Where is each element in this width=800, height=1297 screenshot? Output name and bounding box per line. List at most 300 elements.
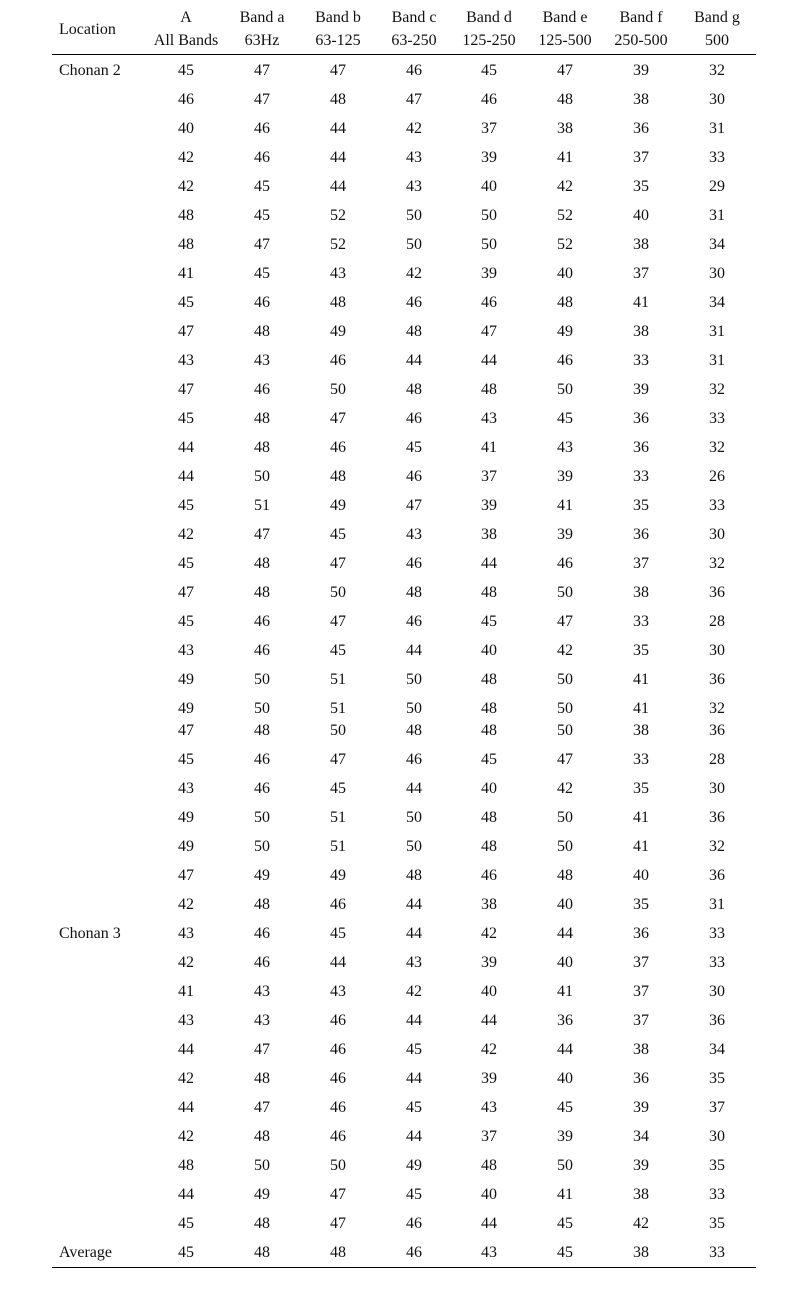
table-cell: 48 (254, 439, 270, 456)
table-cell: 39 (633, 62, 649, 79)
table-cell: 29 (709, 178, 725, 195)
table-row (52, 1064, 756, 1093)
table-row (52, 259, 756, 288)
table-cell: 43 (178, 1012, 194, 1029)
table-cell: 46 (481, 294, 497, 311)
table-cell: 46 (406, 555, 422, 572)
table-cell: 45 (481, 751, 497, 768)
table-cell: 50 (254, 671, 270, 688)
table-cell: 46 (254, 642, 270, 659)
table-cell: 40 (481, 1186, 497, 1203)
table-cell: 48 (481, 1157, 497, 1174)
table-cell: 48 (481, 671, 497, 688)
table-cell: 48 (481, 584, 497, 601)
table-cell: 47 (254, 91, 270, 108)
bottom-rule (52, 1267, 756, 1268)
table-cell: 38 (633, 323, 649, 340)
table-row (52, 919, 756, 948)
table-cell: 47 (254, 1041, 270, 1058)
table-cell: 44 (406, 896, 422, 913)
table-cell: 48 (254, 323, 270, 340)
table-cell: 46 (406, 1215, 422, 1232)
table-cell: 46 (254, 780, 270, 797)
table-row (52, 803, 756, 832)
table-cell: 30 (709, 780, 725, 797)
table-cell: 50 (557, 722, 573, 739)
row-location: Average (59, 1244, 112, 1261)
table-cell: 50 (330, 1157, 346, 1174)
header-line: Band a (239, 9, 285, 26)
table-cell: 45 (254, 207, 270, 224)
table-cell: 36 (633, 925, 649, 942)
table-cell: 44 (481, 352, 497, 369)
table-row (52, 114, 756, 143)
table-cell: 47 (178, 584, 194, 601)
table-cell: 46 (406, 751, 422, 768)
table-cell: 38 (633, 1244, 649, 1261)
table-cell: 45 (330, 642, 346, 659)
table-cell: 45 (178, 497, 194, 514)
table-cell: 37 (481, 468, 497, 485)
table-row (52, 890, 756, 919)
table-cell: 39 (481, 265, 497, 282)
table-cell: 48 (178, 207, 194, 224)
table-cell: 50 (481, 207, 497, 224)
table-cell: 33 (709, 410, 725, 427)
table-cell: 35 (709, 1215, 725, 1232)
table-cell: 47 (330, 410, 346, 427)
table-cell: 44 (406, 780, 422, 797)
table-cell: 30 (709, 642, 725, 659)
table-cell: 47 (330, 1186, 346, 1203)
table-cell: 51 (330, 671, 346, 688)
table-cell: 43 (330, 983, 346, 1000)
table-row (52, 948, 756, 977)
table-cell: 47 (557, 613, 573, 630)
table-cell: 44 (330, 149, 346, 166)
table-cell: 41 (633, 700, 649, 717)
table-cell: 28 (709, 751, 725, 768)
table-cell: 47 (406, 497, 422, 514)
table-cell: 36 (633, 1070, 649, 1087)
table-cell: 42 (481, 1041, 497, 1058)
table-cell: 51 (330, 700, 346, 717)
table-cell: 42 (557, 780, 573, 797)
table-cell: 44 (557, 1041, 573, 1058)
table-row (52, 1006, 756, 1035)
table-cell: 48 (406, 381, 422, 398)
table-cell: 50 (254, 700, 270, 717)
table-cell: 45 (178, 751, 194, 768)
table-cell: 45 (178, 613, 194, 630)
header-line: 125-250 (462, 32, 516, 49)
table-cell: 47 (330, 751, 346, 768)
table-cell: 40 (557, 265, 573, 282)
table-cell: 33 (709, 954, 725, 971)
table-cell: 36 (709, 584, 725, 601)
table-cell: 46 (178, 91, 194, 108)
table-row (52, 977, 756, 1006)
table-cell: 52 (330, 207, 346, 224)
table-cell: 45 (330, 780, 346, 797)
table-cell: 50 (330, 584, 346, 601)
table-cell: 50 (557, 809, 573, 826)
table-cell: 40 (557, 1070, 573, 1087)
table-cell: 52 (330, 236, 346, 253)
table-cell: 43 (254, 352, 270, 369)
table-cell: 40 (633, 867, 649, 884)
header-cell (679, 6, 755, 52)
table-cell: 51 (254, 497, 270, 514)
header-line: All Bands (153, 32, 219, 49)
table-cell: 41 (557, 983, 573, 1000)
table-cell: 46 (330, 439, 346, 456)
table-cell: 42 (557, 642, 573, 659)
table-cell: 43 (481, 1244, 497, 1261)
table-cell: 45 (406, 1041, 422, 1058)
table-cell: 42 (406, 120, 422, 137)
table-cell: 46 (330, 1012, 346, 1029)
table-cell: 45 (178, 1244, 194, 1261)
table-cell: 42 (178, 1070, 194, 1087)
table-cell: 48 (254, 1215, 270, 1232)
table-cell: 41 (557, 497, 573, 514)
table-cell: 44 (178, 439, 194, 456)
table-cell: 41 (633, 838, 649, 855)
table-cell: 46 (254, 613, 270, 630)
table-cell: 41 (633, 294, 649, 311)
table-cell: 38 (633, 91, 649, 108)
header-line: Band d (466, 9, 512, 26)
table-cell: 48 (330, 468, 346, 485)
header-cell (527, 6, 603, 52)
table-cell: 52 (557, 236, 573, 253)
table-cell: 49 (557, 323, 573, 340)
table-cell: 36 (633, 120, 649, 137)
table-cell: 48 (254, 555, 270, 572)
table-cell: 48 (330, 91, 346, 108)
table-cell: 48 (330, 294, 346, 311)
table-cell: 47 (254, 1099, 270, 1116)
table-cell: 47 (178, 381, 194, 398)
table-cell: 43 (406, 149, 422, 166)
table-cell: 38 (633, 1041, 649, 1058)
table-cell: 42 (633, 1215, 649, 1232)
table-cell: 35 (709, 1157, 725, 1174)
table-row (52, 1093, 756, 1122)
table-cell: 43 (254, 983, 270, 1000)
table-cell: 40 (481, 780, 497, 797)
table-cell: 44 (330, 178, 346, 195)
table-cell: 42 (178, 178, 194, 195)
table-cell: 49 (178, 838, 194, 855)
table-cell: 44 (481, 1012, 497, 1029)
table-cell: 44 (406, 1128, 422, 1145)
table-cell: 48 (330, 1244, 346, 1261)
table-cell: 43 (406, 178, 422, 195)
table-cell: 48 (481, 838, 497, 855)
table-cell: 46 (254, 925, 270, 942)
table-cell: 37 (633, 149, 649, 166)
table-cell: 48 (254, 722, 270, 739)
row-location: Chonan 2 (59, 62, 121, 79)
table-cell: 30 (709, 1128, 725, 1145)
table-cell: 44 (406, 1070, 422, 1087)
header-line: Band b (315, 9, 361, 26)
table-cell: 44 (406, 925, 422, 942)
table-cell: 36 (709, 1012, 725, 1029)
header-line: 63-250 (391, 32, 437, 49)
table-row (52, 288, 756, 317)
table-cell: 41 (557, 1186, 573, 1203)
table-cell: 32 (709, 700, 725, 717)
table-cell: 48 (406, 722, 422, 739)
table-cell: 45 (406, 1099, 422, 1116)
table-cell: 32 (709, 439, 725, 456)
table-cell: 42 (406, 983, 422, 1000)
table-cell: 33 (633, 613, 649, 630)
table-cell: 38 (481, 526, 497, 543)
table-cell: 31 (709, 323, 725, 340)
header-cell (376, 6, 452, 52)
table-row (52, 1180, 756, 1209)
table-cell: 46 (330, 1099, 346, 1116)
table-cell: 33 (709, 925, 725, 942)
table-cell: 50 (254, 809, 270, 826)
header-line: Band g (694, 9, 740, 26)
table-cell: 32 (709, 381, 725, 398)
table-row (52, 607, 756, 636)
table-row (52, 317, 756, 346)
table-row (52, 201, 756, 230)
table-cell: 48 (254, 584, 270, 601)
table-cell: 45 (557, 410, 573, 427)
table-cell: 38 (557, 120, 573, 137)
table-cell: 46 (481, 867, 497, 884)
header-location: Location (59, 21, 116, 38)
table-cell: 36 (709, 809, 725, 826)
table-cell: 47 (254, 526, 270, 543)
table-cell: 38 (633, 236, 649, 253)
header-line: 250-500 (614, 32, 668, 49)
table-cell: 37 (633, 555, 649, 572)
table-cell: 47 (557, 751, 573, 768)
table-cell: 49 (178, 700, 194, 717)
table-cell: 41 (633, 671, 649, 688)
header-line: Band e (542, 9, 588, 26)
table-cell: 48 (254, 1128, 270, 1145)
table-row (52, 1151, 756, 1180)
table-cell: 48 (481, 700, 497, 717)
table-cell: 34 (709, 236, 725, 253)
table-cell: 37 (481, 1128, 497, 1145)
table-cell: 31 (709, 352, 725, 369)
header-cell (451, 6, 527, 52)
table-cell: 48 (557, 294, 573, 311)
table-cell: 36 (633, 526, 649, 543)
table-cell: 48 (481, 381, 497, 398)
table-cell: 39 (481, 497, 497, 514)
table-cell: 42 (557, 178, 573, 195)
table-cell: 38 (633, 584, 649, 601)
table-cell: 45 (481, 62, 497, 79)
table-cell: 30 (709, 265, 725, 282)
table-cell: 44 (481, 1215, 497, 1232)
table-cell: 35 (633, 178, 649, 195)
table-cell: 44 (557, 925, 573, 942)
header-rule (52, 54, 756, 55)
table-cell: 33 (633, 468, 649, 485)
table-cell: 35 (709, 1070, 725, 1087)
table-cell: 45 (254, 265, 270, 282)
table-cell: 26 (709, 468, 725, 485)
table-cell: 43 (178, 642, 194, 659)
table-cell: 45 (178, 62, 194, 79)
table-cell: 30 (709, 526, 725, 543)
table-cell: 50 (406, 236, 422, 253)
table-cell: 37 (709, 1099, 725, 1116)
table-cell: 43 (481, 1099, 497, 1116)
table-cell: 45 (178, 1215, 194, 1232)
table-cell: 50 (406, 838, 422, 855)
table-cell: 43 (406, 954, 422, 971)
table-cell: 46 (330, 1041, 346, 1058)
table-cell: 48 (481, 809, 497, 826)
table-cell: 44 (481, 555, 497, 572)
table-cell: 43 (406, 526, 422, 543)
header-line: 500 (705, 32, 729, 49)
table-cell: 46 (406, 613, 422, 630)
table-row (52, 832, 756, 861)
table-cell: 52 (557, 207, 573, 224)
table-cell: 30 (709, 91, 725, 108)
table-cell: 39 (633, 1157, 649, 1174)
table-cell: 36 (557, 1012, 573, 1029)
table-cell: 36 (709, 722, 725, 739)
header-cell (300, 6, 376, 52)
table-cell: 40 (481, 178, 497, 195)
table-cell: 39 (633, 381, 649, 398)
table-cell: 40 (557, 896, 573, 913)
table-cell: 50 (481, 236, 497, 253)
table-cell: 41 (633, 809, 649, 826)
table-row (52, 491, 756, 520)
table-cell: 46 (254, 751, 270, 768)
table-cell: 48 (406, 584, 422, 601)
table-row (52, 1238, 756, 1267)
table-cell: 46 (254, 294, 270, 311)
table-row (52, 172, 756, 201)
header-cell (148, 6, 224, 52)
table-cell: 48 (254, 410, 270, 427)
table-cell: 50 (330, 381, 346, 398)
table-cell: 44 (330, 120, 346, 137)
table-cell: 39 (481, 1070, 497, 1087)
table-cell: 47 (178, 323, 194, 340)
table-cell: 50 (254, 1157, 270, 1174)
table-cell: 47 (330, 613, 346, 630)
table-cell: 49 (254, 867, 270, 884)
table-cell: 48 (406, 867, 422, 884)
table-cell: 39 (557, 526, 573, 543)
table-cell: 49 (330, 867, 346, 884)
table-cell: 45 (330, 925, 346, 942)
table-row (52, 1209, 756, 1238)
table-cell: 50 (557, 1157, 573, 1174)
header-line: 125-500 (538, 32, 592, 49)
table-cell: 45 (406, 439, 422, 456)
table-row (52, 774, 756, 803)
table-cell: 47 (330, 555, 346, 572)
table-cell: 50 (557, 671, 573, 688)
table-cell: 47 (178, 867, 194, 884)
table-cell: 44 (406, 352, 422, 369)
table-cell: 33 (709, 497, 725, 514)
table-cell: 33 (709, 1186, 725, 1203)
table-cell: 36 (709, 671, 725, 688)
table-cell: 39 (633, 1099, 649, 1116)
table-cell: 42 (481, 925, 497, 942)
table-cell: 34 (709, 294, 725, 311)
table-cell: 46 (557, 352, 573, 369)
table-cell: 44 (406, 1012, 422, 1029)
table-cell: 37 (633, 1012, 649, 1029)
table-cell: 45 (557, 1244, 573, 1261)
table-row (52, 462, 756, 491)
table-cell: 43 (178, 780, 194, 797)
table-cell: 43 (254, 1012, 270, 1029)
table-cell: 50 (406, 207, 422, 224)
table-cell: 48 (481, 722, 497, 739)
table-row (52, 143, 756, 172)
header-line: A (180, 9, 192, 26)
table-cell: 46 (406, 410, 422, 427)
table-cell: 33 (709, 1244, 725, 1261)
table-cell: 46 (330, 352, 346, 369)
header-cell (603, 6, 679, 52)
header-line: Band c (391, 9, 437, 26)
table-cell: 36 (633, 410, 649, 427)
table-cell: 41 (557, 149, 573, 166)
table-cell: 47 (178, 722, 194, 739)
table-cell: 48 (557, 91, 573, 108)
table-cell: 46 (254, 954, 270, 971)
table-cell: 44 (178, 1099, 194, 1116)
table-cell: 46 (481, 91, 497, 108)
table-cell: 35 (633, 780, 649, 797)
table-row (52, 665, 756, 694)
table-cell: 48 (178, 1157, 194, 1174)
table-cell: 38 (633, 1186, 649, 1203)
table-cell: 35 (633, 896, 649, 913)
table-cell: 36 (633, 439, 649, 456)
table-row (52, 549, 756, 578)
table-cell: 50 (557, 381, 573, 398)
table-cell: 28 (709, 613, 725, 630)
table-cell: 46 (406, 294, 422, 311)
table-cell: 43 (330, 265, 346, 282)
table-cell: 41 (178, 265, 194, 282)
table-cell: 39 (481, 954, 497, 971)
table-cell: 43 (178, 352, 194, 369)
table-cell: 46 (406, 62, 422, 79)
table-cell: 33 (709, 149, 725, 166)
table-row (52, 56, 756, 85)
table-row (52, 861, 756, 890)
table-cell: 41 (481, 439, 497, 456)
table-cell: 46 (254, 149, 270, 166)
table-cell: 35 (633, 497, 649, 514)
